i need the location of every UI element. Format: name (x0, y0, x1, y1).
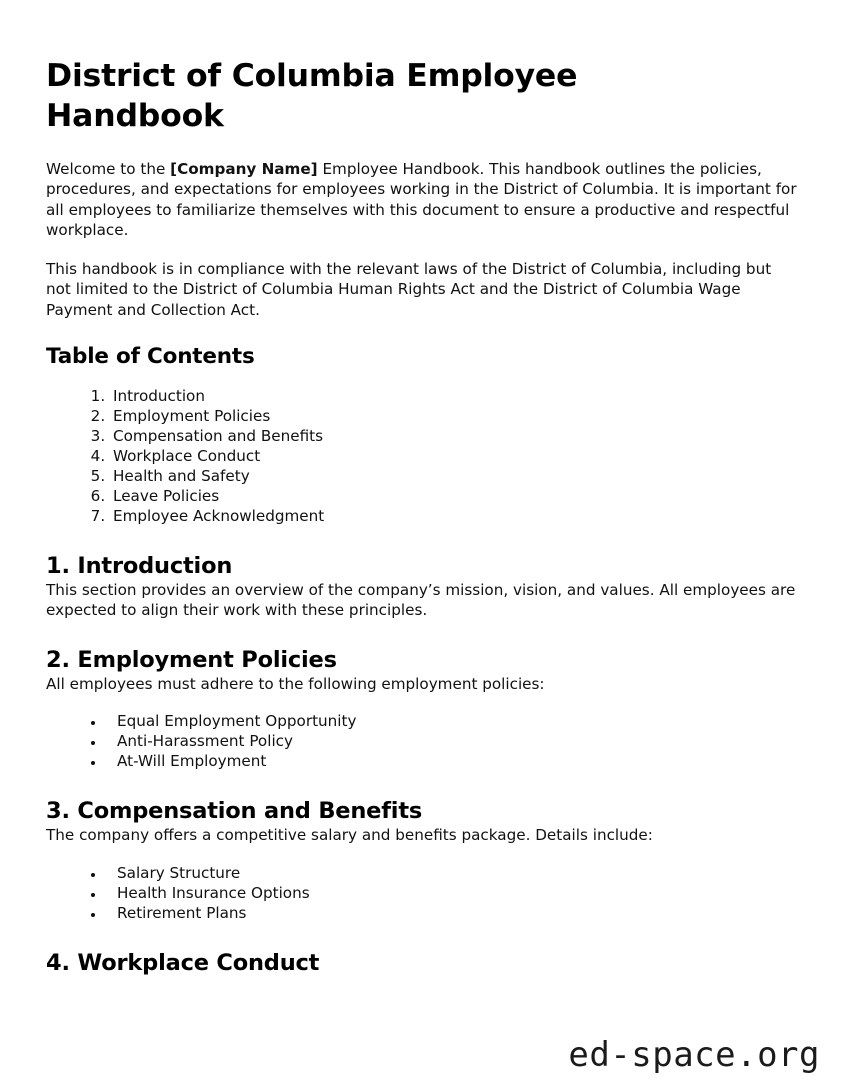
intro-paragraph-1-prefix: Welcome to the (46, 159, 171, 178)
watermark: ed-space.org (568, 1035, 820, 1075)
list-item: • Equal Employment Opportunity (105, 712, 798, 732)
company-name-placeholder: [Company Name] (170, 159, 318, 178)
list-item[interactable]: 3. Compensation and Benefits (110, 427, 798, 447)
list-item[interactable]: 1. Introduction (110, 387, 798, 407)
section-workplace-conduct (46, 950, 798, 977)
list-item: • Anti-Harassment Policy (105, 732, 798, 752)
section-heading: 2. Employment Policies (46, 646, 337, 673)
list-item[interactable]: 2. Employment Policies (110, 407, 798, 427)
list-item: • At-Will Employment (105, 752, 798, 772)
table-of-contents-list (46, 387, 798, 527)
section-paragraph: This section provides an overview of the company’s mission, vision, and values. All employees are expected to align their work with these principles. (46, 580, 796, 620)
section-heading: 1. Introduction (46, 552, 233, 579)
section-heading: 4. Workplace Conduct (46, 949, 320, 976)
intro-paragraph-2: This handbook is in compliance with the relevant laws of the District of Columbia, including but not limited to the District of Columbia Human Rights Act and the District of Columbia Wage Payment and Collection Act. (46, 259, 772, 319)
compensation-benefits-list (46, 864, 798, 924)
list-item[interactable]: 6. Leave Policies (110, 487, 798, 507)
intro-paragraph-1 (46, 159, 798, 241)
section-heading: 3. Compensation and Benefits (46, 798, 423, 825)
section-introduction (46, 553, 798, 621)
list-item: • Salary Structure (105, 864, 798, 884)
list-item[interactable]: 4. Workplace Conduct (110, 447, 798, 467)
section-compensation-and-benefits (46, 798, 798, 923)
list-item: • Health Insurance Options (105, 884, 798, 904)
list-item: • Retirement Plans (105, 904, 798, 924)
list-item[interactable]: 7. Employee Acknowledgment (110, 507, 798, 527)
section-paragraph: The company offers a competitive salary and benefits package. Details include: (46, 826, 653, 845)
table-of-contents-heading: Table of Contents (46, 344, 255, 370)
section-employment-policies (46, 647, 798, 772)
employment-policies-list (46, 712, 798, 772)
list-item[interactable]: 5. Health and Safety (110, 467, 798, 487)
intro-paragraph-1-suffix: Employee Handbook. This handbook outlines the policies, procedures, and expectations for employees working in the District of Columbia. It is important for all employees to familiarize themselves with this document to ensure a productive and respectful workplace. (46, 159, 797, 240)
intro-block (46, 159, 798, 321)
section-paragraph: All employees must adhere to the following employment policies: (46, 674, 545, 693)
page-title: District of Columbia Employee Handbook (46, 58, 578, 135)
